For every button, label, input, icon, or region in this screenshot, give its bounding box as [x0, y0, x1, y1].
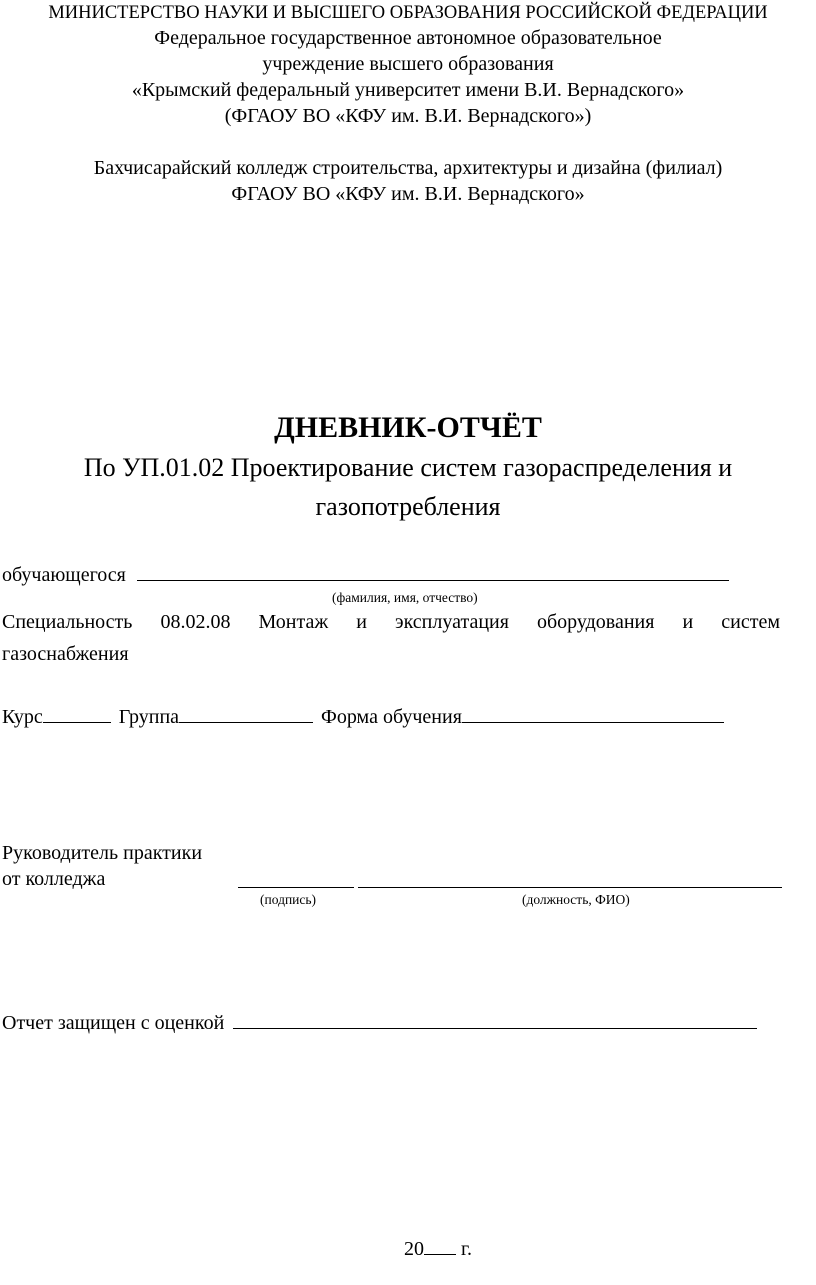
grade-row [2, 1008, 757, 1035]
university-name: «Крымский федеральный университет имени В.И. Вернадского» [131, 79, 685, 101]
year-field[interactable] [424, 1234, 456, 1255]
ministry-line: МИНИСТЕРСТВО НАУКИ И ВЫСШЕГО ОБРАЗОВАНИЯ РОССИЙСКОЙ ФЕДЕРАЦИИ [48, 3, 768, 23]
group-field[interactable] [179, 702, 313, 723]
form-label: Форма обучения [321, 706, 462, 728]
position-hint: (должность, ФИО) [522, 892, 630, 907]
supervisor-label-line-1: Руководитель практики [2, 842, 203, 864]
group-label: Группа [118, 706, 180, 728]
course-field[interactable] [43, 702, 111, 723]
course-group-form-row [2, 702, 724, 729]
college-affiliation: ФГАОУ ВО «КФУ им. В.И. Вернадского» [231, 183, 585, 205]
institution-line-2: учреждение высшего образования [262, 53, 554, 75]
form-field[interactable] [462, 702, 724, 723]
college-name: Бахчисарайский колледж строительства, архитектуры и дизайна (филиал) [93, 157, 723, 179]
year-line [404, 1234, 472, 1261]
specialty-line-2: газоснабжения [2, 643, 129, 665]
year-prefix: 20 [404, 1238, 424, 1260]
student-name-hint: (фамилия, имя, отчество) [332, 590, 478, 605]
subtitle-line-2: газопотребления [315, 492, 501, 521]
specialty-line-1: Специальность 08.02.08 Монтаж и эксплуатация оборудования и систем [2, 611, 780, 633]
supervisor-signature-field[interactable] [238, 867, 354, 888]
student-label: обучающегося [2, 564, 126, 586]
supervisor-label-line-2: от колледжа [2, 868, 106, 890]
supervisor-position-field[interactable] [358, 867, 782, 888]
year-suffix: г. [461, 1238, 472, 1260]
subtitle-line-1: По УП.01.02 Проектирование систем газораспределения и [83, 453, 733, 482]
signature-hint: (подпись) [260, 892, 317, 907]
course-label: Курс [2, 706, 43, 728]
document-title: ДНЕВНИК-ОТЧЁТ [274, 411, 542, 444]
institution-line-1: Федеральное государственное автономное образовательное [154, 27, 662, 49]
student-name-field[interactable] [137, 560, 729, 581]
grade-label: Отчет защищен с оценкой [2, 1012, 225, 1034]
grade-field[interactable] [233, 1008, 757, 1029]
student-row [2, 560, 729, 587]
university-abbr: (ФГАОУ ВО «КФУ им. В.И. Вернадского») [224, 105, 592, 127]
